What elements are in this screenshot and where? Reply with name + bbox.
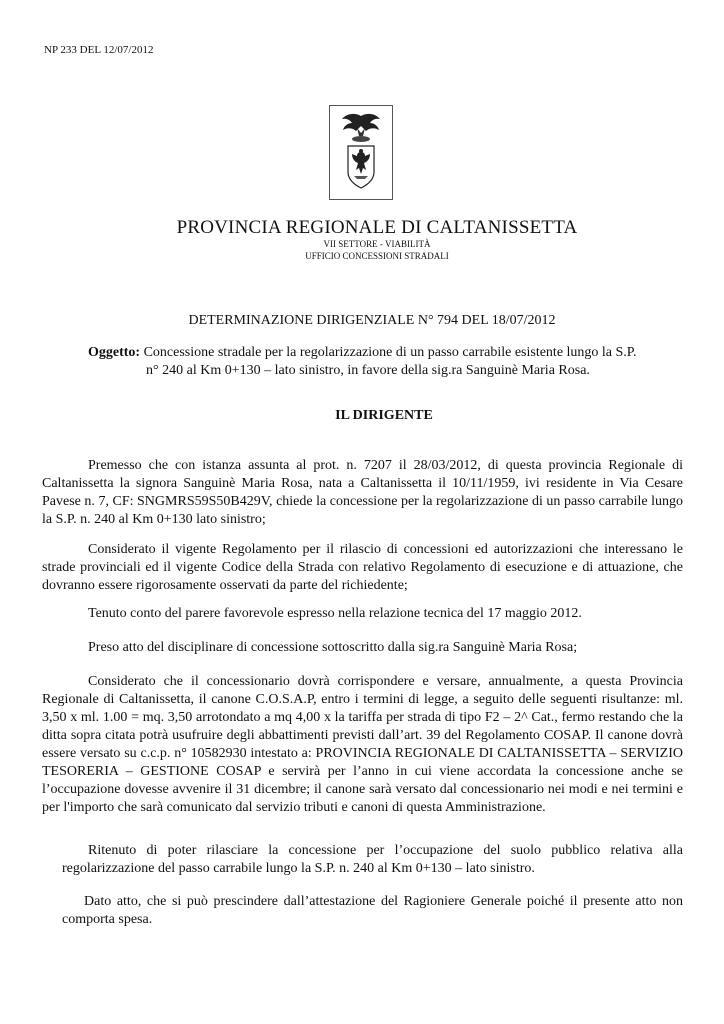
paragraph-ritenuto: Ritenuto di poter rilasciare la concessione per l’occupazione del suolo pubblico relativa alla regolarizzazione del passo carrabile lungo la S.P. n. 240 al Km 0+130 – lato sinistro. [62, 843, 683, 876]
sector-label: VII SETTORE - VIABILITÀ [323, 239, 431, 249]
paragraph-dato-atto: Dato atto, che si può prescindere dall’attestazione del Ragioniere Generale poiché il presente atto non comporta spesa. [62, 894, 683, 927]
subject-line-2: n° 240 al Km 0+130 – lato sinistro, in favore della sig.ra Sanguinè Maria Rosa. [146, 363, 590, 378]
section-heading: IL DIRIGENTE [335, 408, 433, 423]
coat-of-arms-icon [329, 105, 393, 200]
province-title: PROVINCIA REGIONALE DI CALTANISSETTA [176, 217, 578, 238]
subject-block [88, 344, 684, 380]
office-label: UFFICIO CONCESSIONI STRADALI [305, 251, 449, 261]
subject-line-1: Concessione stradale per la regolarizzazione di un passo carrabile esistente lungo la S.P. [140, 345, 637, 360]
protocol-reference: NP 233 DEL 12/07/2012 [44, 44, 154, 56]
paragraph-considerato-canone: Considerato che il concessionario dovrà corrispondere e versare, annualmente, a questa Provincia Regionale di Caltanissetta, il canone C.O.S.A.P, entro i termini di legge, a seguito delle seguenti risultanze: ml. 3,50 x ml. 1.00 = mq. 3,50 arrotondato a mq 4,00 x la tariffa per strada di tipo F2 – 2^ Cat., fermo restando che la ditta sopra citata potrà usufruire degli abbattimenti previsti dall’art. 39 del Regolamento COSAP. Il canone dovrà essere versato su c.c.p. n° 10582930 intestato a: PROVINCIA REGIONALE DI CALTANISSETTA – SERVIZIO TESORERIA – GESTIONE COSAP e servirà per l’anno in cui viene accordata la concessione anche se l’occupazione dovesse avvenire il 31 dicembre; il canone sarà versato dal concessionario nei modi e nei termini e per l'importo che sarà comunicato dal servizio tributi e canoni di questa Amministrazione. [42, 674, 683, 815]
paragraph-premesso: Premesso che con istanza assunta al prot. n. 7207 il 28/03/2012, di questa provincia Regionale di Caltanissetta la signora Sanguinè Maria Rosa, nata a Caltanissetta il 10/11/1959, ivi residente in Via Cesare Pavese n. 7, CF: SNGMRS59S50B429V, chiede la concessione per la regolarizzazione di un passo carrabile lungo la S.P. n. 240 al Km 0+130 lato sinistro; [42, 458, 683, 527]
paragraph-considerato-regolamento: Considerato il vigente Regolamento per il rilascio di concessioni ed autorizzazioni che interessano le strade provinciali ed il vigente Codice della Strada con relativo Regolamento di esecuzione e di attuazione, che dovranno essere rigorosamente osservati da parte del richiedente; [42, 542, 683, 593]
subject-label: Oggetto: [88, 345, 141, 360]
determination-heading: DETERMINAZIONE DIRIGENZIALE N° 794 DEL 18/07/2012 [188, 313, 556, 328]
paragraph-tenuto-conto: Tenuto conto del parere favorevole espresso nella relazione tecnica del 17 maggio 2012. [88, 606, 582, 621]
paragraph-preso-atto: Preso atto del disciplinare di concessione sottoscritto dalla sig.ra Sanguinè Maria Rosa; [88, 640, 578, 655]
